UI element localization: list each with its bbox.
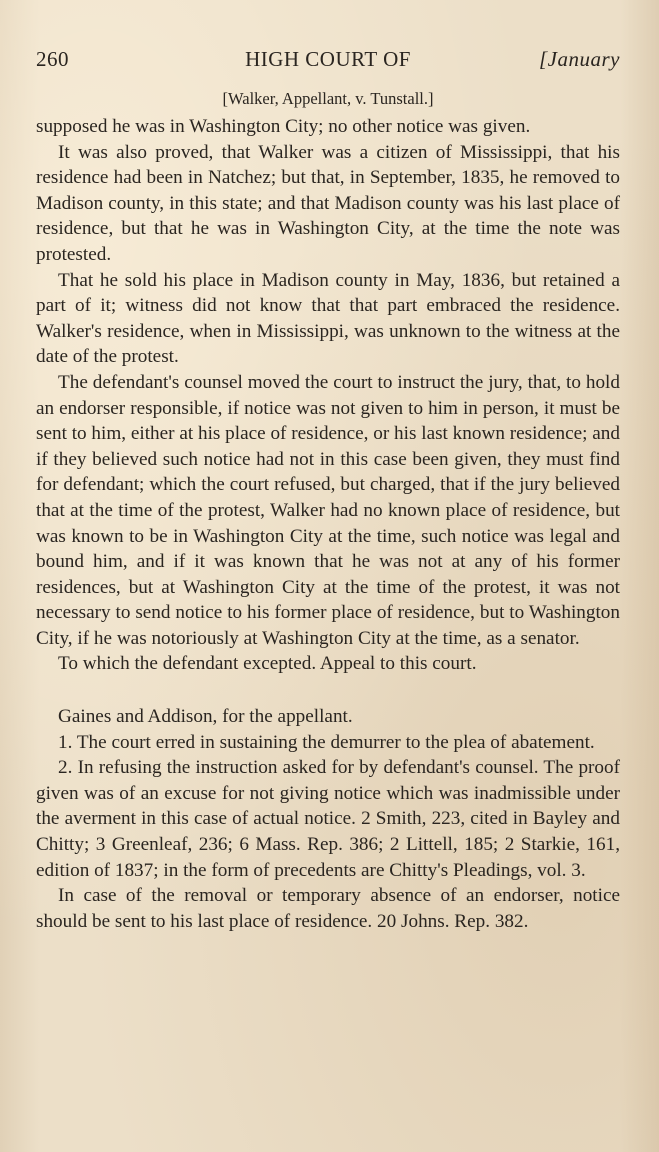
case-caption: [Walker, Appellant, v. Tunstall.] (222, 89, 434, 108)
running-month: [January (539, 47, 620, 71)
paragraph: That he sold his place in Madison county in May, 1836, but retained a part of it; witness did not know that that part embraced the residence. Walker's residence, when in Mississippi, was unknown to the witness at the date of the protest. (36, 269, 620, 368)
paragraph: To which the defendant excepted. Appeal to this court. (58, 653, 477, 675)
running-head (36, 47, 620, 73)
book-page (36, 0, 620, 1152)
paragraph: 2. In refusing the instruction asked for by defendant's counsel. The proof given was of an excuse for not giving notice which was inadmissible under the averment in this case of actual notice. 2 Smith, 223, cited in Bayley and Chitty; 3 Greenleaf, 236; 6 Mass. Rep. 386; 2 Littell, 185; 2 Starkie, 161, edition of 1837; in the form of precedents are Chitty's Pleadings, vol. 3. (36, 757, 620, 881)
page-number: 260 (36, 47, 69, 71)
paragraph: 1. The court erred in sustaining the demurrer to the plea of abatement. (58, 731, 595, 753)
body-text (36, 114, 620, 934)
paragraph: The defendant's counsel moved the court to instruct the jury, that, to hold an endorser responsible, if notice was not given to him in person, it must be sent to him, either at his place of residence, or his last known residence; and if they believed such notice had not in this case been given, they must find for defendant; which the court refused, but charged, that if the jury believed that at the time of the protest, Walker had no known place of residence, but was known to be in Washington City at the time, such notice was legal and bound him, and if it was known that he was not at any of his former residences, but at Washington City at the time of the protest, it was not necessary to send notice to his former place of residence, but to Washington City, if he was notoriously at Washington City at the time, as a senator. (36, 371, 620, 649)
paragraph: supposed he was in Washington City; no other notice was given. (36, 116, 531, 137)
paragraph: It was also proved, that Walker was a citizen of Mississippi, that his residence had been in Natchez; but that, in September, 1835, he removed to Madison county, in this state; and that Madison county was his last place of residence, but that he was in Washington City, at the time the note was protested. (36, 141, 620, 265)
running-title: HIGH COURT OF (245, 47, 411, 71)
paragraph: In case of the removal or temporary absence of an endorser, notice should be sent to his last place of residence. 20 Johns. Rep. 382. (36, 885, 620, 932)
paragraph: Gaines and Addison, for the appellant. (58, 706, 353, 728)
